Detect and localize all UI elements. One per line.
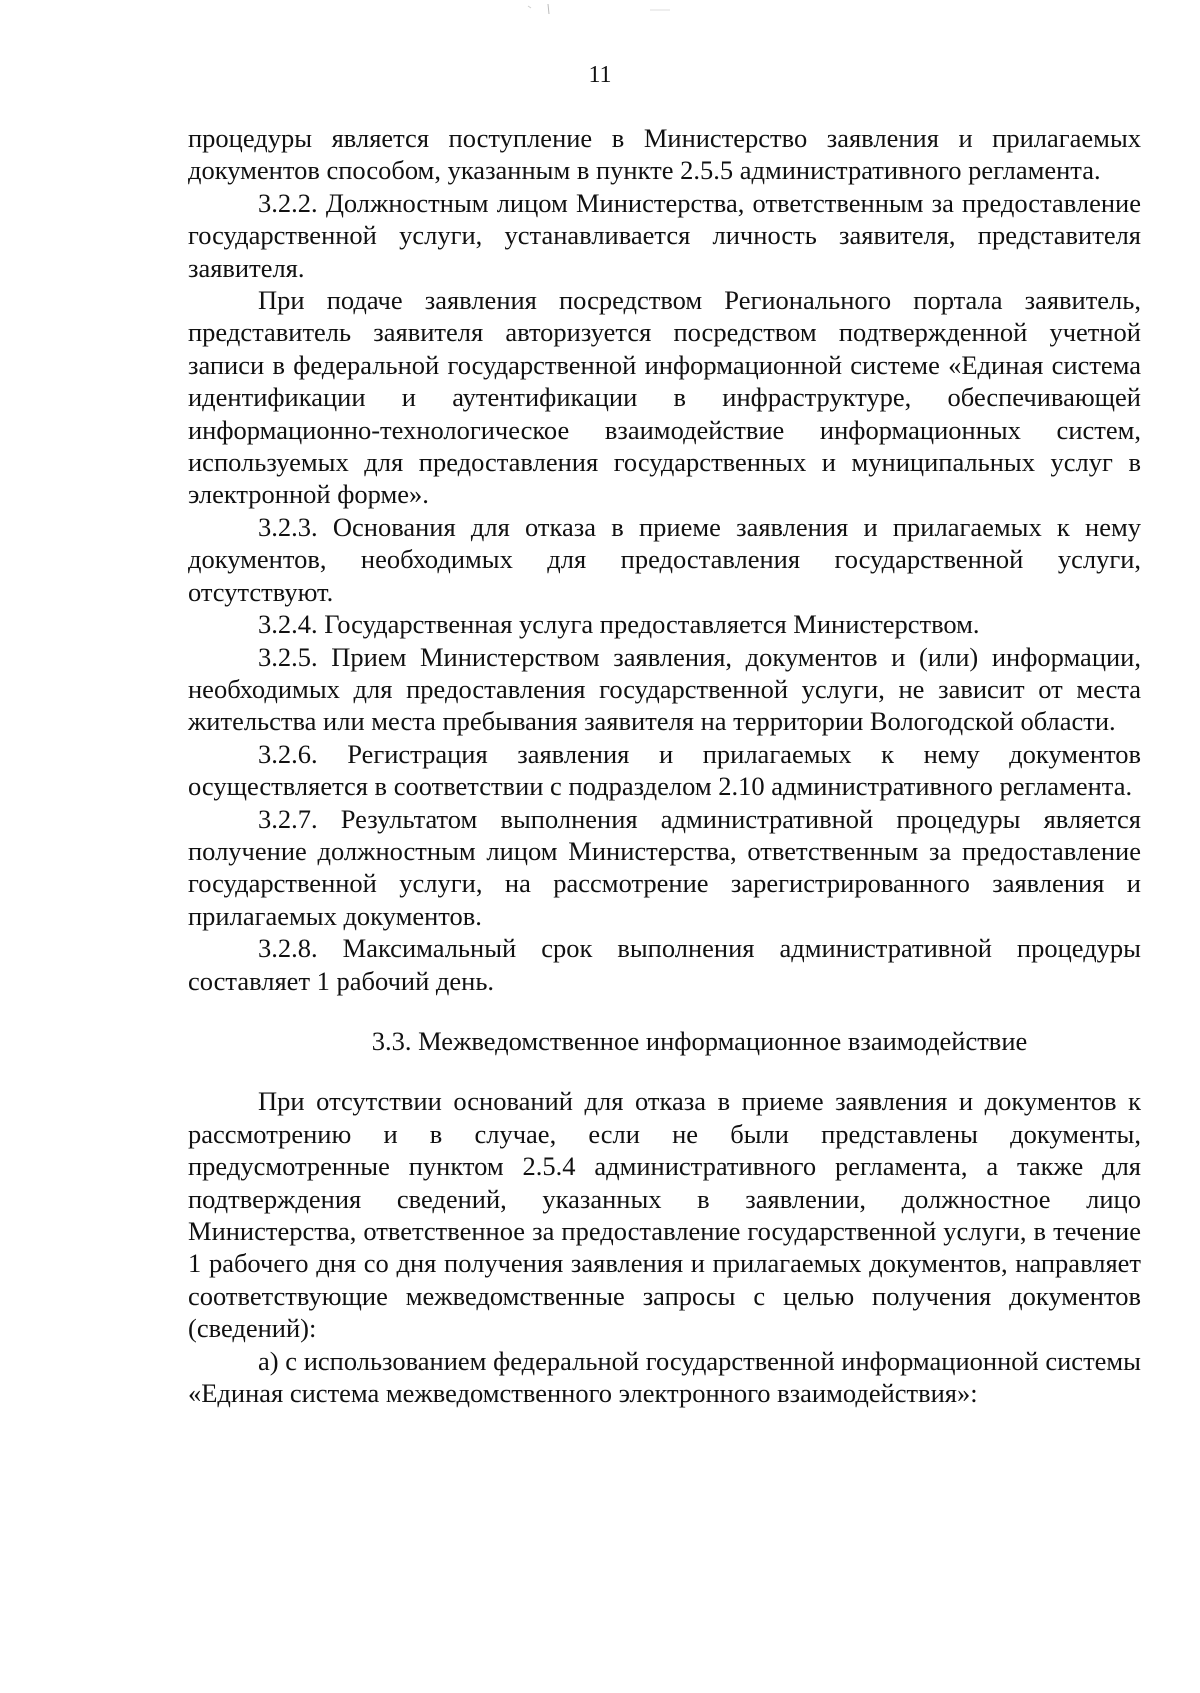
paragraph-3-2-3: 3.2.3. Основания для отказа в приеме заявления и прилагаемых к нему документов, необходимых для предоставления государственной услуги, отсутствуют. (188, 511, 1141, 607)
section-heading: 3.3. Межведомственное информационное взаимодействие (371, 1025, 1028, 1056)
paragraph-regional-portal: При подаче заявления посредством Регионального портала заявитель, представитель заявителя авторизуется посредством подтвержденной учетной записи в федеральной государственной информационной системе «Единая система идентификации и аутентификации в инфраструктуре, обеспечивающей информационно-технологическое взаимодействие информационных систем, используемых для предоставления государственных и муниципальных услуг в электронной форме». (188, 285, 1141, 510)
paragraph-3-2-2: 3.2.2. Должностным лицом Министерства, ответственным за предоставление государственной услуги, устанавливается личность заявителя, представителя заявителя. (188, 187, 1141, 283)
paragraph-3-2-4: 3.2.4. Государственная услуга предоставляется Министерством. (258, 609, 980, 640)
paragraph-item-a: а) с использованием федеральной государственной информационной системы «Единая система межведомственного электронного взаимодействия»: (188, 1345, 1141, 1409)
page-number: 11 (588, 62, 612, 88)
paragraph-3-2-7: 3.2.7. Результатом выполнения административной процедуры является получение должностным лицом Министерства, ответственным за предоставление государственной услуги, на рассмотрение зарегистрированного заявления и прилагаемых документов. (188, 803, 1141, 931)
paragraph-continuation: процедуры является поступление в Министерство заявления и прилагаемых документов способом, указанным в пункте 2.5.5 административного регламента. (188, 123, 1141, 186)
paragraph-3-2-5: 3.2.5. Прием Министерством заявления, документов и (или) информации, необходимых для предоставления государственной услуги, не зависит от места жительства или места пребывания заявителя на территории Вологодской области. (188, 641, 1141, 737)
paragraph-3-2-8: 3.2.8. Максимальный срок выполнения административной процедуры составляет 1 рабочий день. (188, 933, 1141, 996)
paragraph-3-2-6: 3.2.6. Регистрация заявления и прилагаемых к нему документов осуществляется в соответствии с подразделом 2.10 административного регламента. (188, 738, 1141, 802)
document-body (188, 122, 1141, 1409)
scan-artifact-marks (0, 0, 1200, 30)
paragraph-interagency-requests: При отсутствии оснований для отказа в приеме заявления и документов к рассмотрению и в случае, если не были представлены документы, предусмотренные пунктом 2.5.4 административного регламента, а также для подтверждения сведений, указанных в заявлении, должностное лицо Министерства, ответственное за предоставление государственной услуги, в течение 1 рабочего дня со дня получения заявления и прилагаемых документов, направляет соответствующие межведомственные запросы с целью получения документов (сведений): (188, 1086, 1141, 1344)
